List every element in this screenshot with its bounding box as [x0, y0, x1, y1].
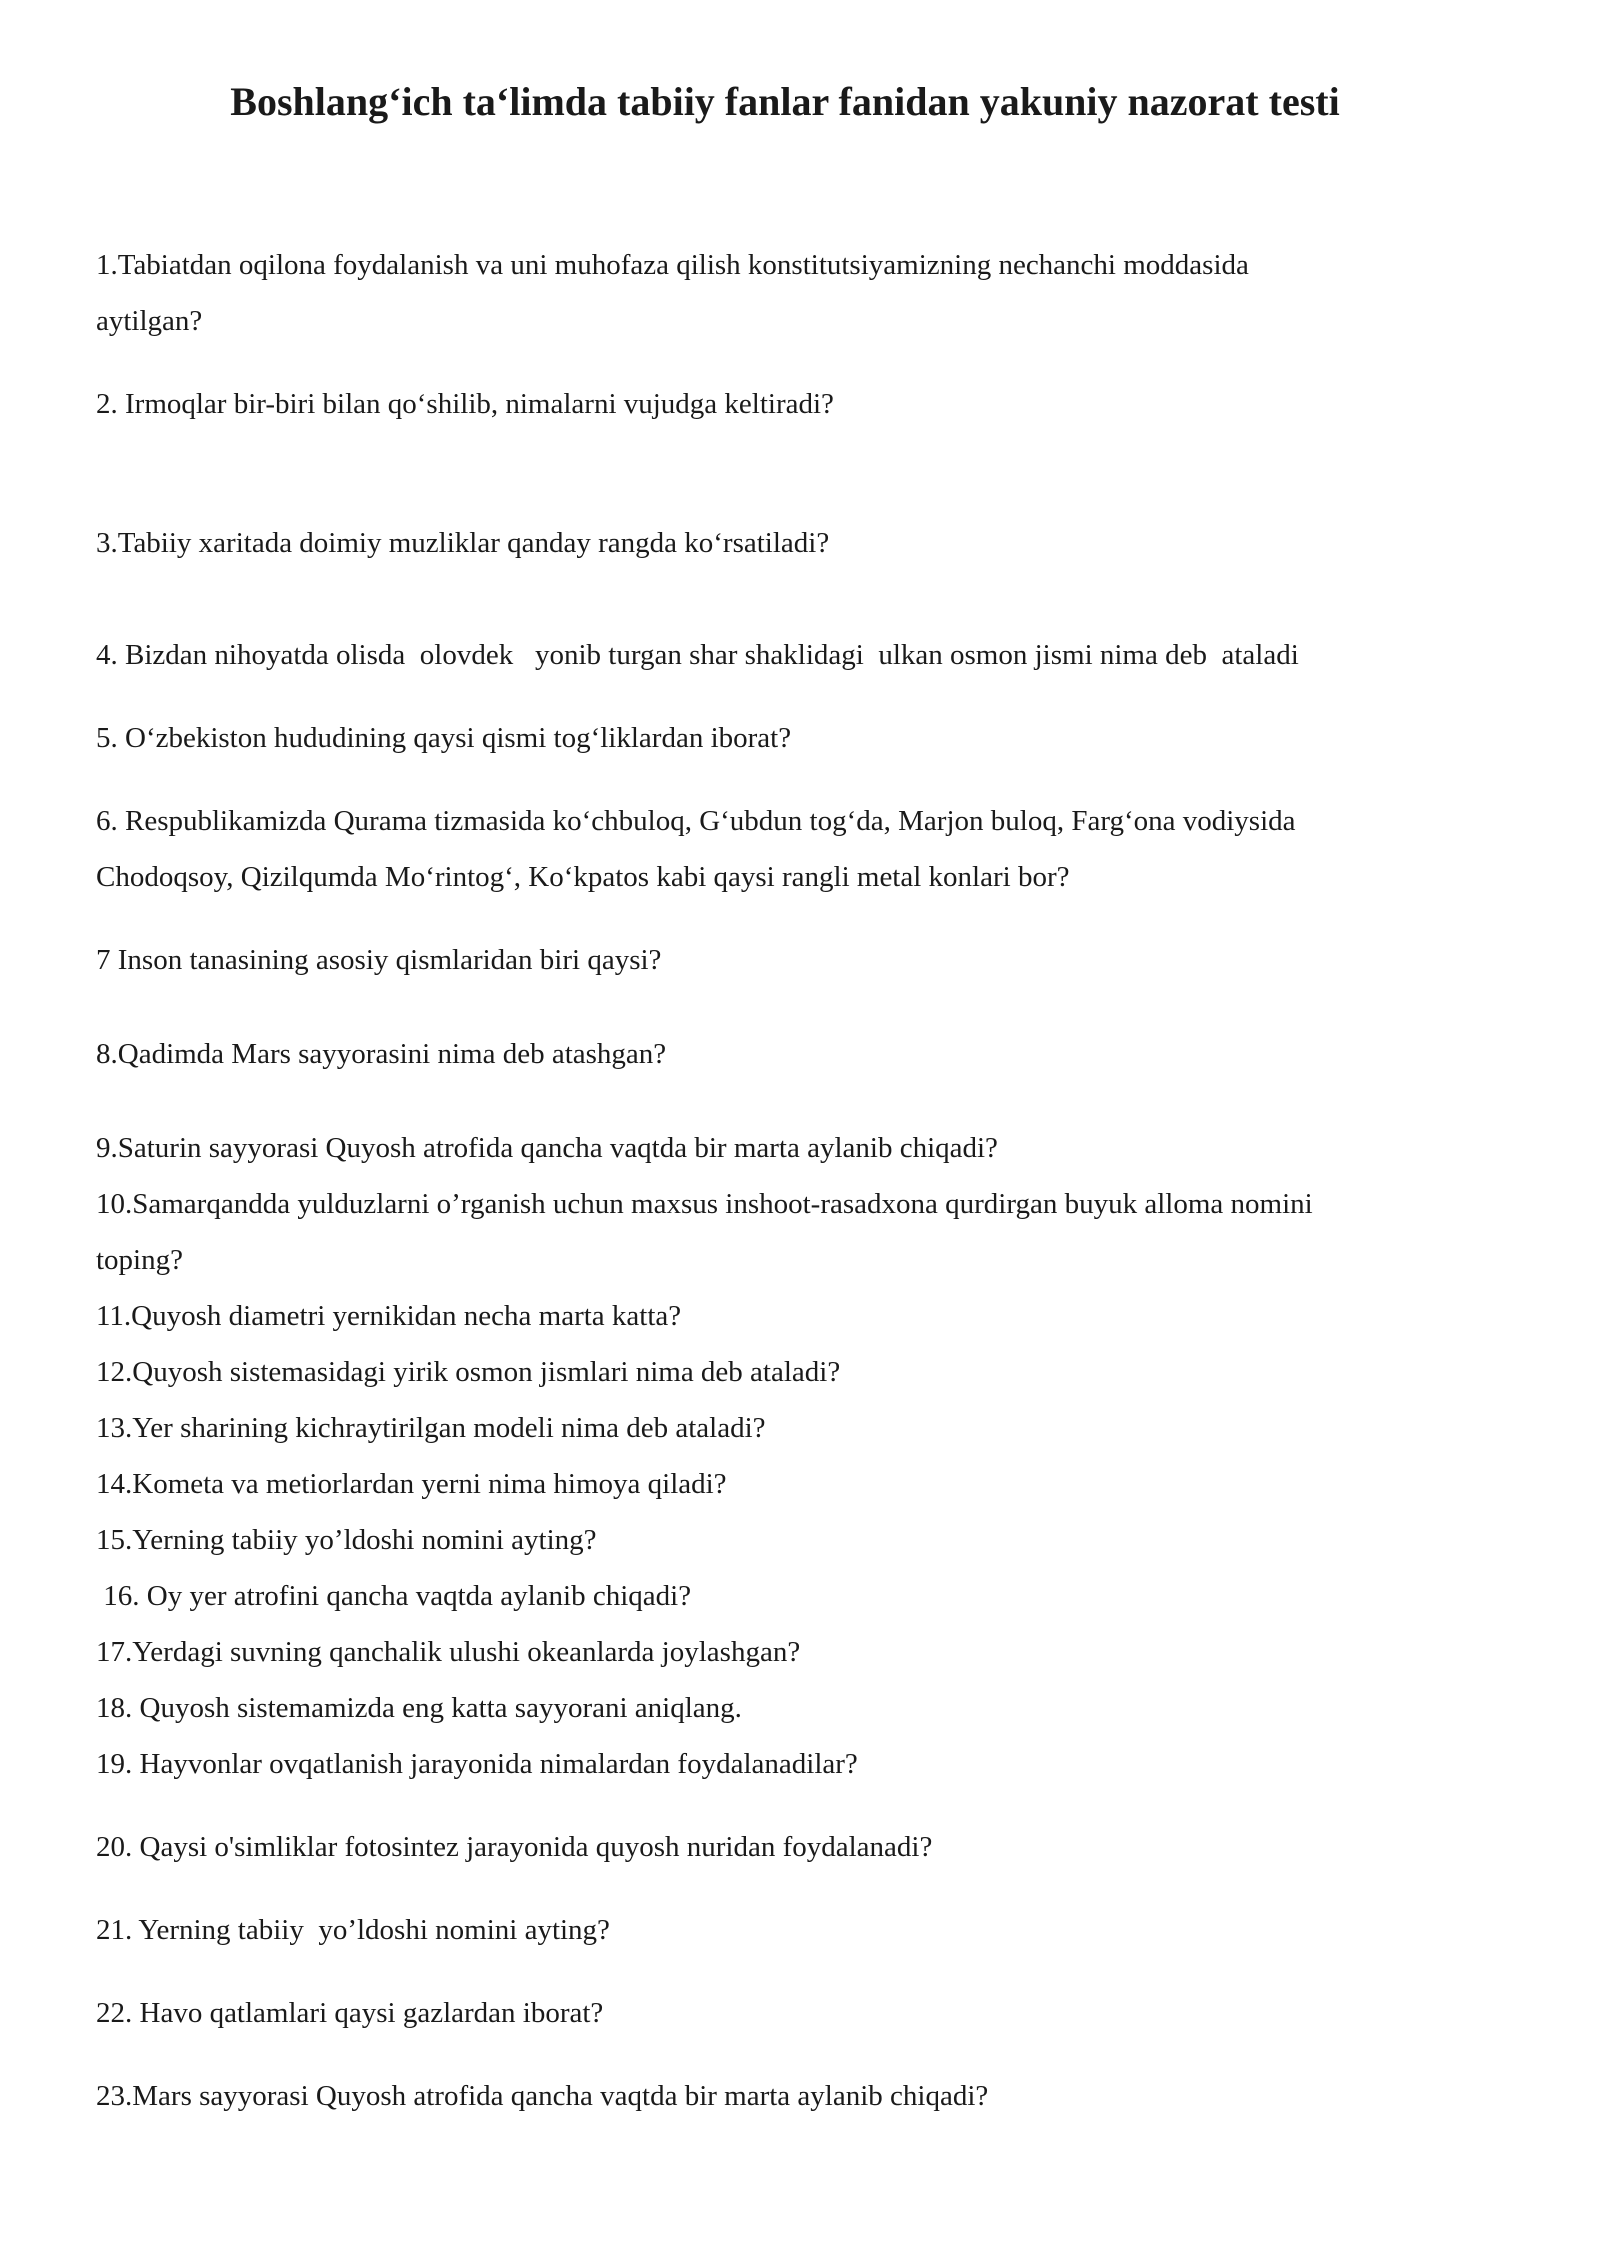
question-line: 12.Quyosh sistemasidagi yirik osmon jismlari nima deb ataladi?	[96, 1356, 841, 1388]
question-line: 1.Tabiatdan oqilona foydalanish va uni muhofaza qilish konstitutsiyamizning nechanchi moddasida	[96, 249, 1249, 281]
question-line: Chodoqsoy, Qizilqumda Mo‘rintog‘, Ko‘kpatos kabi qaysi rangli metal konlari bor?	[96, 861, 1070, 893]
question-line: 23.Mars sayyorasi Quyosh atrofida qancha vaqtda bir marta aylanib chiqadi?	[96, 2080, 989, 2112]
question-line: toping?	[96, 1244, 183, 1276]
question-line: 8.Qadimda Mars sayyorasini nima deb atashgan?	[96, 1038, 667, 1070]
question-line: 16. Oy yer atrofini qancha vaqtda aylanib chiqadi?	[96, 1580, 692, 1612]
question-line: 3.Tabiiy xaritada doimiy muzliklar qanday rangda ko‘rsatiladi?	[96, 527, 830, 559]
question-line: 14.Kometa va metiorlardan yerni nima himoya qiladi?	[96, 1468, 727, 1500]
question-line: 19. Hayvonlar ovqatlanish jarayonida nimalardan foydalanadilar?	[96, 1748, 858, 1780]
question-line: 6. Respublikamizda Qurama tizmasida ko‘chbuloq, G‘ubdun tog‘da, Marjon buloq, Farg‘ona vodiysida	[96, 805, 1296, 837]
question-line: 9.Saturin sayyorasi Quyosh atrofida qancha vaqtda bir marta aylanib chiqadi?	[96, 1132, 998, 1164]
question-line: 21. Yerning tabiiy yo’ldoshi nomini ayting?	[96, 1914, 610, 1946]
question-line: 17.Yerdagi suvning qanchalik ulushi okeanlarda joylashgan?	[96, 1636, 801, 1668]
question-line: 22. Havo qatlamlari qaysi gazlardan iborat?	[96, 1997, 604, 2029]
question-line: aytilgan?	[96, 305, 203, 337]
question-line: 15.Yerning tabiiy yo’ldoshi nomini ayting?	[96, 1524, 597, 1556]
question-line: 11.Quyosh diametri yernikidan necha marta katta?	[96, 1300, 682, 1332]
page-title: Boshlang‘ich ta‘limda tabiiy fanlar fanidan yakuniy nazorat testi	[230, 79, 1340, 124]
question-line: 4. Bizdan nihoyatda olisda olovdek yonib turgan shar shaklidagi ulkan osmon jismi nima deb ataladi	[96, 639, 1299, 671]
question-line: 13.Yer sharining kichraytirilgan modeli nima deb ataladi?	[96, 1412, 766, 1444]
question-line: 2. Irmoqlar bir-biri bilan qo‘shilib, nimalarni vujudga keltiradi?	[96, 388, 834, 420]
question-line: 5. O‘zbekiston hududining qaysi qismi tog‘liklardan iborat?	[96, 722, 792, 754]
question-line: 18. Quyosh sistemamizda eng katta sayyorani aniqlang.	[96, 1692, 742, 1724]
question-line: 7 Inson tanasining asosiy qismlaridan biri qaysi?	[96, 944, 662, 976]
question-line: 20. Qaysi o'simliklar fotosintez jarayonida quyosh nuridan foydalanadi?	[96, 1831, 933, 1863]
question-line: 10.Samarqandda yulduzlarni o’rganish uchun maxsus inshoot-rasadxona qurdirgan buyuk alloma nomini	[96, 1188, 1313, 1220]
